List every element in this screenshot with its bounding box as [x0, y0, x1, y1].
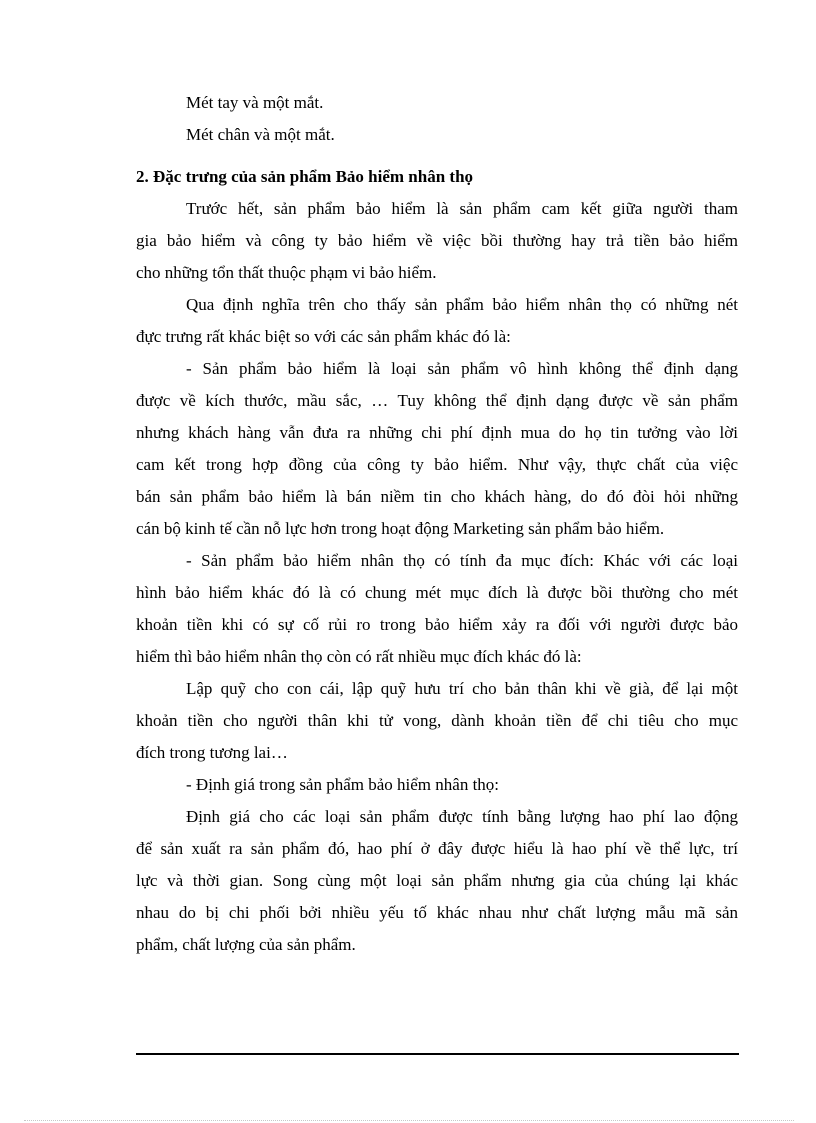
paragraph-line: khoản tiền khi có sự cố rủi ro trong bảo hiểm xảy ra đối với người được bảo — [136, 615, 738, 634]
document-body — [136, 87, 738, 961]
paragraph-line: phẩm, chất lượng của sản phẩm. — [136, 935, 356, 954]
paragraph-line: cam kết trong hợp đồng của công ty bảo hiểm. Như vậy, thực chất của việc — [136, 455, 738, 474]
paragraph-line: - Định giá trong sản phẩm bảo hiểm nhân thọ: — [186, 775, 500, 794]
paragraph-line: được về kích thước, mầu sắc, … Tuy không thể định dạng được về sản phẩm — [136, 391, 738, 410]
paragraph-line: nhưng khách hàng vẫn đưa ra những chi phí định mua do họ tin tưởng vào lời — [136, 423, 738, 442]
paragraph-line: Lập quỹ cho con cái, lập quỹ hưu trí cho bản thân khi về già, để lại một — [186, 679, 738, 698]
section-heading: 2. Đặc trưng của sản phẩm Bảo hiểm nhân thọ — [136, 167, 474, 186]
paragraph-line: hiểm thì bảo hiểm nhân thọ còn có rất nhiều mục đích khác đó là: — [136, 647, 582, 666]
footer-rule — [136, 1053, 739, 1055]
list-item: Mét chân và một mắt. — [186, 125, 335, 144]
paragraph-line: để sản xuất ra sản phẩm đó, hao phí ở đây được hiểu là hao phí về thể lực, trí — [136, 839, 738, 858]
paragraph-line: cán bộ kinh tế cần nỗ lực hơn trong hoạt động Marketing sản phẩm bảo hiểm. — [136, 519, 665, 538]
paragraph-line: hình bảo hiểm khác đó là có chung mét mục đích là được bồi thường cho mét — [136, 583, 738, 602]
list-item: Mét tay và một mắt. — [186, 93, 324, 112]
paragraph-line: đích trong tương lai… — [136, 743, 288, 762]
paragraph-line: lực và thời gian. Song cùng một loại sản phẩm nhưng gia của chúng lại khác — [136, 871, 738, 890]
paragraph-line: Định giá cho các loại sản phẩm được tính bằng lượng hao phí lao động — [186, 807, 738, 826]
paragraph-line: bán sản phẩm bảo hiểm là bán niềm tin cho khách hàng, do đó đòi hỏi những — [136, 487, 738, 506]
paragraph-line: cho những tổn thất thuộc phạm vi bảo hiểm. — [136, 263, 437, 282]
paragraph-line: đực trưng rất khác biệt so với các sản phẩm khác đó là: — [136, 327, 511, 346]
paragraph-line: gia bảo hiểm và công ty bảo hiểm về việc bồi thường hay trả tiền bảo hiểm — [136, 231, 738, 250]
paragraph-line: - Sản phẩm bảo hiểm là loại sản phẩm vô hình không thể định dạng — [186, 359, 738, 378]
paragraph-line: khoản tiền cho người thân khi tử vong, dành khoản tiền để chi tiêu cho mục — [136, 711, 738, 730]
page-edge-divider — [24, 1120, 794, 1121]
paragraph-line: - Sản phẩm bảo hiểm nhân thọ có tính đa mục đích: Khác với các loại — [186, 551, 738, 570]
paragraph-line: Trước hết, sản phẩm bảo hiểm là sản phẩm cam kết giữa người tham — [186, 199, 738, 218]
paragraph-line: nhau do bị chi phối bởi nhiều yếu tố khác nhau như chất lượng mẫu mã sản — [136, 903, 738, 922]
paragraph-line: Qua định nghĩa trên cho thấy sản phẩm bảo hiểm nhân thọ có những nét — [186, 295, 738, 314]
